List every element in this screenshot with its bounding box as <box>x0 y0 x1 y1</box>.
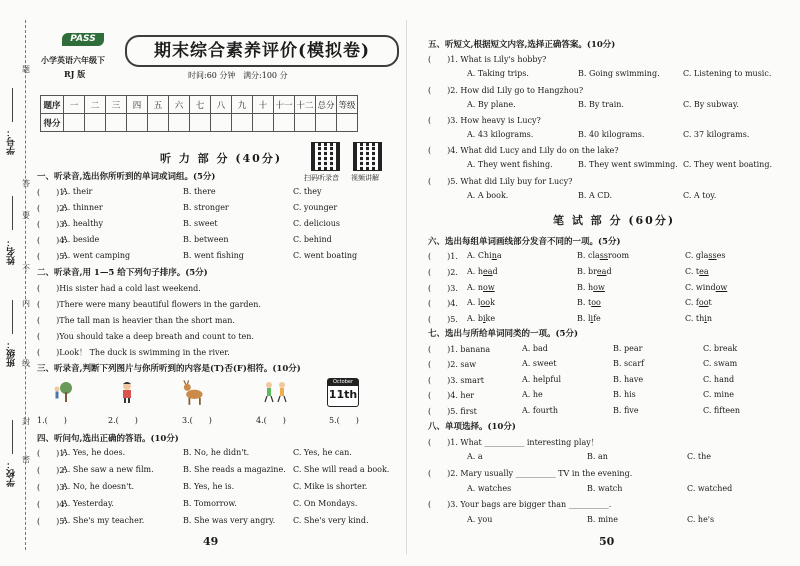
question[interactable]: ( )5. What did Lily buy for Lucy? <box>428 177 573 186</box>
option-c: C. the <box>687 452 712 461</box>
option-b: B. By train. <box>578 100 624 109</box>
exam-title: 期末综合素养评价(模拟卷) <box>125 35 399 67</box>
option-b: B. between <box>183 235 229 244</box>
question-number[interactable]: ( )3. <box>37 483 67 492</box>
option-b: B. mine <box>587 515 618 524</box>
option-c: C. fifteen <box>703 406 741 415</box>
option-a: A. now <box>467 283 495 292</box>
calendar-day: 11th <box>328 388 358 401</box>
question-number[interactable]: ( )3. <box>428 284 458 293</box>
picture-answer[interactable]: 3.( ) <box>182 416 212 425</box>
option-b: B. sweet <box>183 219 218 228</box>
score-table-score-row <box>41 114 358 132</box>
question-number[interactable]: ( )1. <box>428 252 458 261</box>
score-cell[interactable] <box>148 114 169 132</box>
section-5-heading: 五、听短文,根据短文内容,选择正确答案。(10分) <box>428 40 616 50</box>
option-c: C. Yes, he can. <box>293 448 352 457</box>
score-cell[interactable] <box>274 114 295 132</box>
question-number[interactable]: ( )4. <box>37 236 67 245</box>
picture-answer[interactable]: 5.( ) <box>329 416 359 425</box>
question-number[interactable]: ( )4. <box>428 299 458 308</box>
section-2-heading: 二、听录音,用 1—5 给下列句子排序。(5分) <box>37 268 208 278</box>
option-a: A. By plane. <box>467 100 516 109</box>
question[interactable]: ( )3. Your bags are bigger than __________. <box>428 500 612 509</box>
section-7-heading: 七、选出与所给单词同类的一项。(5分) <box>428 329 578 339</box>
boy-picture <box>115 380 139 404</box>
tree-person-picture <box>50 380 74 404</box>
option-a: A. They went fishing. <box>467 160 553 169</box>
ordering-sentence[interactable]: ( )Look！ The duck is swimming in the river. <box>37 348 230 357</box>
time-text: 时间:60 分钟 <box>188 71 236 80</box>
option-c: C. On Mondays. <box>293 499 358 508</box>
question-number[interactable]: ( )1. banana <box>428 345 491 354</box>
page-number-left: 49 <box>203 535 219 548</box>
option-c: C. window <box>685 283 728 292</box>
table-cell: 得分 <box>41 114 64 132</box>
option-b: B. how <box>577 283 605 292</box>
question-number[interactable]: ( )1. <box>37 188 67 197</box>
gutter-char: 不 <box>22 264 30 273</box>
option-a: A. you <box>467 515 493 524</box>
option-c: C. went boating <box>293 251 358 260</box>
question[interactable]: ( )1. What __________ interesting play！ <box>428 438 599 447</box>
section-1-heading: 一、听录音,选出你所听到的单词或词组。(5分) <box>37 172 216 182</box>
score-cell[interactable] <box>106 114 127 132</box>
option-a: A. China <box>467 251 502 260</box>
ordering-sentence[interactable]: ( )There were many beautiful flowers in the garden. <box>37 300 261 309</box>
score-cell[interactable] <box>316 114 337 132</box>
option-b: B. She reads a magazine. <box>183 465 286 474</box>
option-b: B. an <box>587 452 608 461</box>
question-number[interactable]: ( )4. her <box>428 391 475 400</box>
question-number[interactable]: ( )2. <box>37 204 67 213</box>
ordering-sentence[interactable]: ( )His sister had a cold last weekend. <box>37 284 201 293</box>
option-a: A. sweet <box>522 359 557 368</box>
option-c: C. She's very kind. <box>293 516 369 525</box>
score-cell[interactable] <box>232 114 253 132</box>
option-c: C. they <box>293 187 322 196</box>
option-b: B. bread <box>577 267 612 276</box>
class-line[interactable] <box>12 300 13 334</box>
table-cell: 题序 <box>41 96 64 114</box>
option-b: B. have <box>613 375 644 384</box>
option-c: C. 37 kilograms. <box>683 130 750 139</box>
table-cell: 六 <box>169 96 190 114</box>
table-cell: 一 <box>64 96 85 114</box>
option-c: C. he's <box>687 515 715 524</box>
time-limit <box>188 70 288 81</box>
option-b: B. life <box>577 314 601 323</box>
question[interactable]: ( )2. How did Lily go to Hangzhou? <box>428 86 584 95</box>
pass-logo: PASS <box>62 33 104 46</box>
option-b: B. They went swimming. <box>578 160 678 169</box>
option-c: C. thin <box>685 314 713 323</box>
option-c: C. foot <box>685 298 712 307</box>
question[interactable]: ( )4. What did Lucy and Lily do on the lake? <box>428 146 619 155</box>
option-c: C. behind <box>293 235 332 244</box>
option-b: B. there <box>183 187 216 196</box>
table-cell: 十一 <box>274 96 295 114</box>
option-a: A. Taking trips. <box>467 69 529 78</box>
gutter-char: 线 <box>22 359 30 368</box>
score-cell[interactable] <box>295 114 316 132</box>
option-a: A. a <box>467 452 483 461</box>
score-table <box>40 95 358 132</box>
option-c: C. A toy. <box>683 191 717 200</box>
option-b: B. Tomorrow. <box>183 499 237 508</box>
option-a: A. She saw a new film. <box>62 465 154 474</box>
table-cell: 等级 <box>337 96 358 114</box>
option-a: A. bad <box>522 344 548 353</box>
option-a: A. thinner <box>62 203 103 212</box>
option-a: A. their <box>62 187 93 196</box>
option-a: A. watches <box>467 484 512 493</box>
question-number[interactable]: ( )3. smart <box>428 376 484 385</box>
table-cell: 二 <box>85 96 106 114</box>
full-score-text: 满分:100 分 <box>243 71 288 80</box>
student-name-line[interactable] <box>12 196 13 230</box>
listening-section-title: 听 力 部 分 (40分) <box>160 152 283 165</box>
option-b: B. pear <box>613 344 643 353</box>
calendar-picture <box>327 378 359 407</box>
option-b: B. stronger <box>183 203 229 212</box>
option-a: A. helpful <box>522 375 562 384</box>
option-c: C. They went boating. <box>683 160 772 169</box>
option-b: B. A CD. <box>578 191 613 200</box>
table-cell: 七 <box>190 96 211 114</box>
gutter-char: 题 <box>22 65 30 74</box>
section-3-heading: 三、听录音,判断下列图片与你所听到的内容是(T)否(F)相符。(10分) <box>37 364 301 374</box>
question-number[interactable]: ( )2. <box>428 268 458 277</box>
binding-line <box>25 20 26 550</box>
gutter-char: 密 <box>22 455 30 464</box>
table-cell: 十二 <box>295 96 316 114</box>
option-b: B. went fishing <box>183 251 244 260</box>
option-b: B. scarf <box>613 359 645 368</box>
table-cell: 四 <box>127 96 148 114</box>
option-c: C. By subway. <box>683 100 739 109</box>
question-number[interactable]: ( )2. <box>37 466 67 475</box>
class-label: 班级： <box>7 340 17 367</box>
option-a: A. 43 kilograms. <box>467 130 534 139</box>
gutter-char: 内 <box>22 299 30 308</box>
option-a: A. A book. <box>467 191 509 200</box>
qr-video-label: 视频讲解 <box>351 174 379 182</box>
school-label: 学校： <box>7 460 17 487</box>
option-a: A. look <box>467 298 495 307</box>
score-cell[interactable] <box>169 114 190 132</box>
gutter-char: 答 <box>22 179 30 188</box>
student-name-label: 姓名： <box>7 238 17 265</box>
option-b: B. his <box>613 390 636 399</box>
school-line[interactable] <box>12 420 13 454</box>
ordering-sentence[interactable]: ( )The tall man is heavier than the short man. <box>37 316 235 325</box>
question-number[interactable]: ( )5. <box>428 315 458 324</box>
page-divider <box>406 20 407 555</box>
question-number[interactable]: ( )2. saw <box>428 360 477 369</box>
score-cell[interactable] <box>190 114 211 132</box>
option-c: C. glasses <box>685 251 726 260</box>
option-b: B. Yes, he is. <box>183 482 235 491</box>
children-running-picture <box>262 380 292 404</box>
question[interactable]: ( )2. Mary usually __________ TV in the evening. <box>428 469 633 478</box>
option-a: A. healthy <box>62 219 103 228</box>
option-b: B. watch <box>587 484 623 493</box>
question-number[interactable]: ( )5. <box>37 252 67 261</box>
option-a: A. She's my teacher. <box>62 516 145 525</box>
qr-code-video[interactable] <box>353 142 382 171</box>
option-a: A. went camping <box>62 251 131 260</box>
option-c: C. break <box>703 344 738 353</box>
table-cell: 九 <box>232 96 253 114</box>
gutter-char: 要 <box>22 211 30 220</box>
question-number[interactable]: ( )1. <box>37 449 67 458</box>
option-a: A. bike <box>467 314 496 323</box>
question[interactable]: ( )3. How heavy is Lucy? <box>428 116 541 125</box>
option-a: A. he <box>522 390 543 399</box>
option-c: C. delicious <box>293 219 341 228</box>
option-b: B. classroom <box>577 251 630 260</box>
option-c: C. younger <box>293 203 338 212</box>
section-8-heading: 八、单项选择。(10分) <box>428 422 516 432</box>
option-b: B. Going swimming. <box>578 69 660 78</box>
option-b: B. No, he didn't. <box>183 448 250 457</box>
qr-audio-label: 扫码听录音 <box>304 174 339 182</box>
picture-answer[interactable]: 4.( ) <box>256 416 286 425</box>
question-number[interactable]: ( )3. <box>37 220 67 229</box>
option-a: A. beside <box>62 235 100 244</box>
option-c: C. tea <box>685 267 709 276</box>
question-number[interactable]: ( )5. <box>37 517 67 526</box>
ordering-sentence[interactable]: ( )You should take a deep breath and count to ten. <box>37 332 254 341</box>
option-c: C. swam <box>703 359 738 368</box>
option-b: B. She was very angry. <box>183 516 276 525</box>
question-number[interactable]: ( )5. first <box>428 407 477 416</box>
score-cell[interactable] <box>253 114 274 132</box>
score-cell[interactable] <box>127 114 148 132</box>
deer-picture <box>178 378 206 406</box>
table-cell: 五 <box>148 96 169 114</box>
page-number-right: 50 <box>599 535 615 548</box>
table-cell: 十 <box>253 96 274 114</box>
table-cell: 八 <box>211 96 232 114</box>
option-c: C. watched <box>687 484 733 493</box>
edition-label: RJ 版 <box>64 69 86 79</box>
table-cell: 三 <box>106 96 127 114</box>
option-b: B. too <box>577 298 601 307</box>
score-cell[interactable] <box>64 114 85 132</box>
written-section-title: 笔 试 部 分 (60分) <box>553 214 676 227</box>
option-a: A. Yes, he does. <box>62 448 126 457</box>
score-table-header-row <box>41 96 358 114</box>
option-a: A. fourth <box>522 406 558 415</box>
score-cell[interactable] <box>337 114 358 132</box>
picture-answer[interactable]: 1.( ) <box>37 416 67 425</box>
option-c: C. Listening to music. <box>683 69 772 78</box>
option-c: C. Mike is shorter. <box>293 482 368 491</box>
option-a: A. No, he doesn't. <box>62 482 135 491</box>
gutter-char: 封 <box>22 417 30 426</box>
question-number[interactable]: ( )4. <box>37 500 67 509</box>
option-a: A. Yesterday. <box>62 499 114 508</box>
student-id-line[interactable] <box>12 88 13 122</box>
qr-code-audio[interactable] <box>311 142 340 171</box>
table-cell: 总分 <box>316 96 337 114</box>
grade-label: 小学英语六年级下 <box>41 55 105 65</box>
question[interactable]: ( )1. What is Lily's hobby? <box>428 55 547 64</box>
calendar-month: October <box>328 379 358 386</box>
student-id-label: 学号： <box>7 128 17 155</box>
score-cell[interactable] <box>85 114 106 132</box>
option-c: C. She will read a book. <box>293 465 390 474</box>
option-c: C. mine <box>703 390 734 399</box>
option-c: C. hand <box>703 375 735 384</box>
score-cell[interactable] <box>211 114 232 132</box>
picture-answer[interactable]: 2.( ) <box>108 416 138 425</box>
option-b: B. five <box>613 406 639 415</box>
option-a: A. head <box>467 267 498 276</box>
option-b: B. 40 kilograms. <box>578 130 645 139</box>
section-4-heading: 四、听问句,选出正确的答语。(10分) <box>37 434 179 444</box>
section-6-heading: 六、选出每组单词画线部分发音不同的一项。(5分) <box>428 237 621 247</box>
